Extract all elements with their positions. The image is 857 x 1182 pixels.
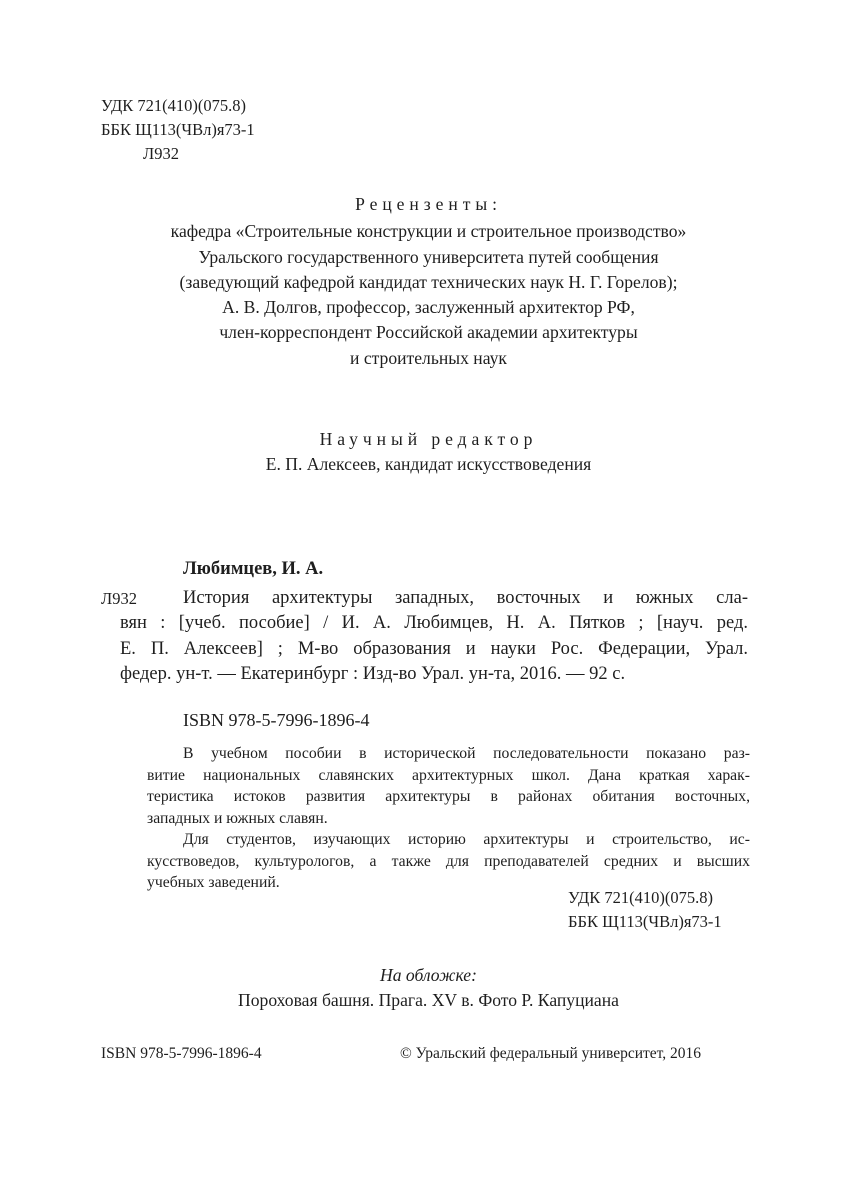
- annotation-line: теристика истоков развития архитектуры в районах обитания восточных,: [147, 788, 750, 805]
- reviewer-line: Уральского государственного университета путей сообщения: [198, 246, 659, 267]
- catalog-author: Любимцев, И. А.: [183, 559, 324, 579]
- reviewer-line: член-корреспондент Российской академии архитектуры: [219, 322, 638, 343]
- bbk-code-bottom: ББК Щ113(ЧВл)я73-1: [568, 912, 722, 931]
- annotation-line: В учебном пособии в исторической последовательности показано раз-: [183, 745, 750, 762]
- annotation-line: кусствоведов, культурологов, а также для преподавателей средних и высших: [147, 852, 750, 870]
- cover-caption: Пороховая башня. Прага. XV в. Фото Р. Капуциана: [238, 990, 619, 1011]
- reviewer-line: кафедра «Строительные конструкции и строительное производство»: [170, 221, 687, 242]
- catalog-line: История архитектуры западных, восточных и южных сла-: [183, 588, 748, 608]
- footer-copyright: © Уральский федеральный университет, 2016: [400, 1045, 702, 1062]
- catalog-line: вян : [учеб. пособие] / И. А. Любимцев, Н. А. Пятков ; [науч. ред.: [120, 613, 748, 634]
- cover-heading: На обложке:: [380, 965, 477, 985]
- catalog-isbn: ISBN 978-5-7996-1896-4: [183, 710, 370, 730]
- editor-section: [60, 427, 797, 478]
- catalog-line: Е. П. Алексеев] ; М-во образования и науки Рос. Федерации, Урал.: [120, 638, 748, 659]
- editor-heading: Научный редактор: [319, 429, 538, 449]
- catalog-author-mark: Л932: [101, 589, 137, 608]
- reviewer-line: и строительных наук: [350, 347, 507, 368]
- reviewer-line: А. В. Долгов, профессор, заслуженный архитектор РФ,: [222, 297, 635, 318]
- editor-name: Е. П. Алексеев, кандидат искусствоведения: [265, 454, 592, 475]
- reviewers-heading: Рецензенты:: [355, 194, 502, 214]
- annotation: [147, 743, 750, 894]
- catalog-description: [120, 586, 748, 687]
- reviewers-section: [60, 192, 797, 371]
- footer-isbn: ISBN 978-5-7996-1896-4: [101, 1045, 262, 1062]
- udk-code-top: УДК 721(410)(075.8): [101, 96, 247, 115]
- reviewer-line: (заведующий кафедрой кандидат технических наук Н. Г. Горелов);: [179, 271, 678, 292]
- annotation-line: западных и южных славян.: [147, 809, 328, 827]
- udk-code-bottom: УДК 721(410)(075.8): [568, 888, 714, 907]
- cover-note: [60, 963, 797, 1014]
- annotation-line: Для студентов, изучающих историю архитектуры и строительство, ис-: [183, 831, 750, 848]
- catalog-line: федер. ун-т. — Екатеринбург : Изд-во Урал. ун-та, 2016. — 92 с.: [120, 663, 626, 684]
- bbk-code-top: ББК Щ113(ЧВл)я73-1: [101, 120, 255, 139]
- annotation-codes: [568, 886, 722, 934]
- annotation-line: учебных заведений.: [147, 874, 280, 891]
- annotation-line: витие национальных славянских архитектурных школ. Дана краткая харак-: [147, 766, 750, 784]
- author-mark-top: Л932: [143, 144, 179, 163]
